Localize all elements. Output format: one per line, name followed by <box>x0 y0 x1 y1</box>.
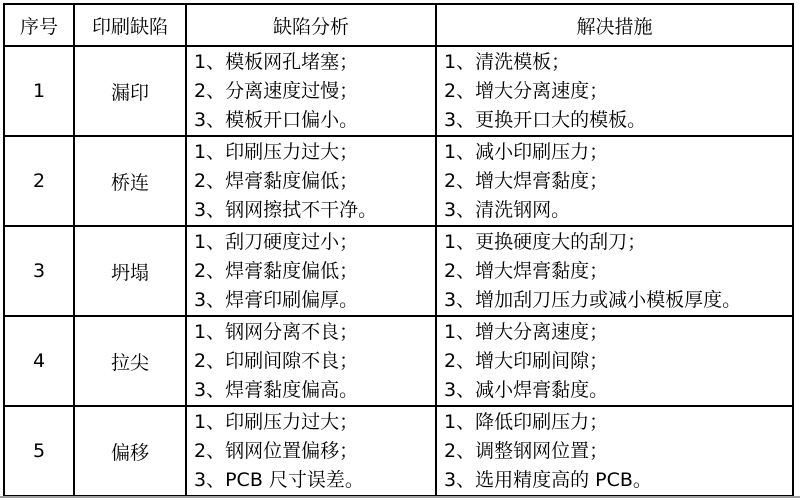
analysis-line: 3、模板开口偏小。 <box>194 109 359 131</box>
header-solution: 解决措施 <box>436 4 793 46</box>
row-number: 1 <box>4 46 74 136</box>
print-defect-table <box>3 3 794 497</box>
table-row <box>4 46 793 136</box>
table-row <box>4 406 793 496</box>
solution-cell <box>436 406 793 496</box>
solution-cell <box>436 136 793 226</box>
solution-line: 1、降低印刷压力； <box>444 411 609 433</box>
solution-line: 2、调整钢网位置； <box>444 440 609 462</box>
table-row <box>4 316 793 406</box>
analysis-line: 2、焊膏黏度偏低； <box>194 260 359 282</box>
row-number: 3 <box>4 226 74 316</box>
solution-line: 1、增大分离速度； <box>444 321 609 343</box>
analysis-line: 2、钢网位置偏移； <box>194 440 359 462</box>
analysis-line: 3、焊膏印刷偏厚。 <box>194 289 359 311</box>
solution-line: 1、清洗模板； <box>444 51 571 73</box>
defect-name: 拉尖 <box>74 316 186 406</box>
analysis-cell <box>186 136 436 226</box>
solution-line: 3、增加刮刀压力或减小模板厚度。 <box>444 289 742 311</box>
analysis-line: 1、印刷压力过大； <box>194 411 359 433</box>
analysis-line: 1、模板网孔堵塞； <box>194 51 359 73</box>
analysis-line: 1、刮刀硬度过小； <box>194 231 359 253</box>
solution-line: 2、增大焊膏黏度； <box>444 260 609 282</box>
header-row <box>4 4 793 46</box>
solution-line: 3、减小焊膏黏度。 <box>444 379 609 401</box>
row-number: 2 <box>4 136 74 226</box>
solution-line: 2、增大印刷间隙； <box>444 350 609 372</box>
analysis-cell <box>186 316 436 406</box>
analysis-line: 2、印刷间隙不良； <box>194 350 359 372</box>
analysis-cell <box>186 46 436 136</box>
solution-line: 3、更换开口大的模板。 <box>444 109 647 131</box>
analysis-line: 1、钢网分离不良； <box>194 321 359 343</box>
table-row <box>4 136 793 226</box>
bottom-divider <box>0 496 800 498</box>
analysis-line: 3、钢网擦拭不干净。 <box>194 199 378 221</box>
header-print-defect: 印刷缺陷 <box>74 4 186 46</box>
header-serial-number: 序号 <box>4 4 74 46</box>
solution-line: 1、更换硬度大的刮刀； <box>444 231 647 253</box>
analysis-line: 3、焊膏黏度偏高。 <box>194 379 359 401</box>
row-number: 5 <box>4 406 74 496</box>
table-row <box>4 226 793 316</box>
solution-line: 2、增大焊膏黏度； <box>444 170 609 192</box>
row-number: 4 <box>4 316 74 406</box>
defect-name: 漏印 <box>74 46 186 136</box>
defect-name: 偏移 <box>74 406 186 496</box>
defect-name: 坍塌 <box>74 226 186 316</box>
solution-line: 3、清洗钢网。 <box>444 199 571 221</box>
solution-cell <box>436 226 793 316</box>
solution-line: 1、减小印刷压力； <box>444 141 609 163</box>
solution-line: 2、增大分离速度； <box>444 80 609 102</box>
solution-cell <box>436 46 793 136</box>
analysis-cell <box>186 406 436 496</box>
analysis-line: 1、印刷压力过大； <box>194 141 359 163</box>
header-defect-analysis: 缺陷分析 <box>186 4 436 46</box>
solution-cell <box>436 316 793 406</box>
analysis-line: 2、分离速度过慢； <box>194 80 359 102</box>
analysis-line: 2、焊膏黏度偏低； <box>194 170 359 192</box>
defect-name: 桥连 <box>74 136 186 226</box>
analysis-line: 3、PCB 尺寸误差。 <box>194 469 364 491</box>
analysis-cell <box>186 226 436 316</box>
solution-line: 3、选用精度高的 PCB。 <box>444 469 652 491</box>
